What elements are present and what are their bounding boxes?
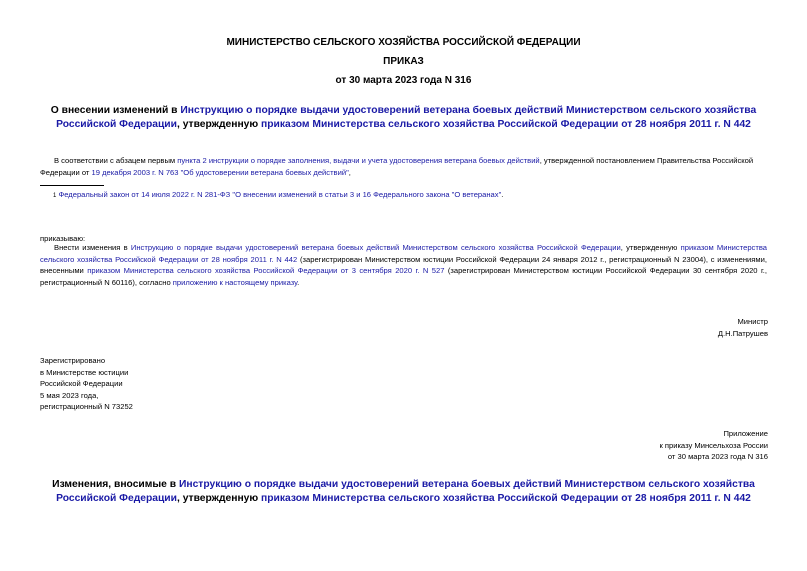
document-title bbox=[30, 104, 777, 132]
registration-block bbox=[40, 355, 240, 413]
order-word: приказываю: bbox=[40, 234, 86, 243]
order-text-5: . bbox=[297, 277, 300, 287]
registration-line: Зарегистрировано bbox=[40, 356, 106, 365]
appendix-line: к приказу Минсельхоза России bbox=[659, 440, 768, 450]
title-text-1: О внесении изменений в bbox=[50, 105, 181, 116]
order-527-link[interactable]: приказом Министерства сельского хозяйства Российской Федерации от 3 сентября 2020 г. N 527 bbox=[87, 266, 445, 275]
registration-line: 5 мая 2023 года, bbox=[40, 390, 99, 400]
title-text-2: , утвержденную bbox=[176, 119, 262, 130]
title-order-link[interactable]: приказом Министерства сельского хозяйства Российской Федерации от 28 ноября 2011 г. N 442 bbox=[261, 119, 751, 130]
footnote-end: . bbox=[501, 190, 504, 199]
intro-text-3: , bbox=[348, 167, 351, 177]
footnote bbox=[53, 189, 753, 203]
order-text-2: , утвержденную bbox=[620, 243, 681, 252]
order-text-4: (зарегистрирован Министерством юстиции Российской Федерации 30 сентября 2020 г., регистрационный N 60116), согласно bbox=[40, 266, 768, 287]
order-instruction-link[interactable]: Инструкцию о порядке выдачи удостоверений ветерана боевых действий Министерством сельского хозяйства Российской Федерации bbox=[130, 243, 621, 252]
order-paragraph bbox=[40, 242, 767, 288]
registration-line: регистрационный N 73252 bbox=[40, 402, 133, 411]
registration-line: Российской Федерации bbox=[40, 379, 123, 388]
changes-title bbox=[30, 478, 777, 506]
changes-instruction-link[interactable]: Инструкцию о порядке выдачи удостоверений ветерана боевых действий Министерством сельского хозяйства Российской Федерации bbox=[56, 479, 755, 504]
footnote-law-link[interactable]: Федеральный закон от 14 июля 2022 г. N 281-ФЗ "О внесении изменений в статьи 3 и 16 Федерального закона "О ветеранах" bbox=[58, 190, 502, 199]
document-date-number: от 30 марта 2023 года N 316 bbox=[335, 75, 472, 86]
footnote-separator bbox=[40, 185, 104, 186]
document-type: ПРИКАЗ bbox=[383, 56, 424, 67]
changes-text-1: Изменения, вносимые в bbox=[52, 479, 179, 490]
title-instruction-link[interactable]: Инструкцию о порядке выдачи удостоверений ветерана боевых действий Министерством сельского хозяйства Российской Федерации bbox=[56, 105, 757, 130]
intro-text-1: В соответствии с абзацем первым bbox=[54, 156, 178, 165]
ministry-name: МИНИСТЕРСТВО СЕЛЬСКОГО ХОЗЯЙСТВА РОССИЙСКОЙ ФЕДЕРАЦИИ bbox=[226, 37, 581, 48]
order-text-1: Внести изменения в bbox=[54, 243, 131, 252]
footnote-marker: 1 bbox=[53, 193, 57, 199]
changes-order-link[interactable]: приказом Министерства сельского хозяйства Российской Федерации от 28 ноября 2011 г. N 442 bbox=[261, 493, 751, 504]
signature-block bbox=[568, 316, 768, 339]
signature-name: Д.Н.Патрушев bbox=[717, 328, 768, 338]
intro-text-2: , утвержденной постановлением Правительства Российской Федерации от bbox=[40, 156, 754, 177]
appendix-block bbox=[518, 428, 768, 463]
order-appendix-link[interactable]: приложению к настоящему приказу bbox=[172, 277, 298, 287]
signature-position: Министр bbox=[737, 317, 768, 326]
order-442-link[interactable]: приказом Министерства сельского хозяйства Российской Федерации от 28 ноября 2011 г. N 442 bbox=[40, 243, 767, 264]
registration-line: в Министерстве юстиции bbox=[40, 367, 129, 377]
appendix-line: Приложение bbox=[723, 429, 768, 438]
intro-instruction-link[interactable]: пункта 2 инструкции о порядке заполнения, выдачи и учета удостоверения ветерана боевых действий bbox=[177, 156, 540, 165]
changes-text-2: , утвержденную bbox=[176, 493, 262, 504]
appendix-line: от 30 марта 2023 года N 316 bbox=[667, 452, 768, 461]
intro-resolution-link[interactable]: 19 декабря 2003 г. N 763 "Об удостоверении ветерана боевых действий" bbox=[91, 167, 349, 177]
intro-paragraph bbox=[40, 155, 767, 178]
order-text-3: (зарегистрирован Министерством юстиции Российской Федерации 24 января 2012 г., регистрационный N 23004), с изменениями, внесенными bbox=[40, 254, 767, 275]
